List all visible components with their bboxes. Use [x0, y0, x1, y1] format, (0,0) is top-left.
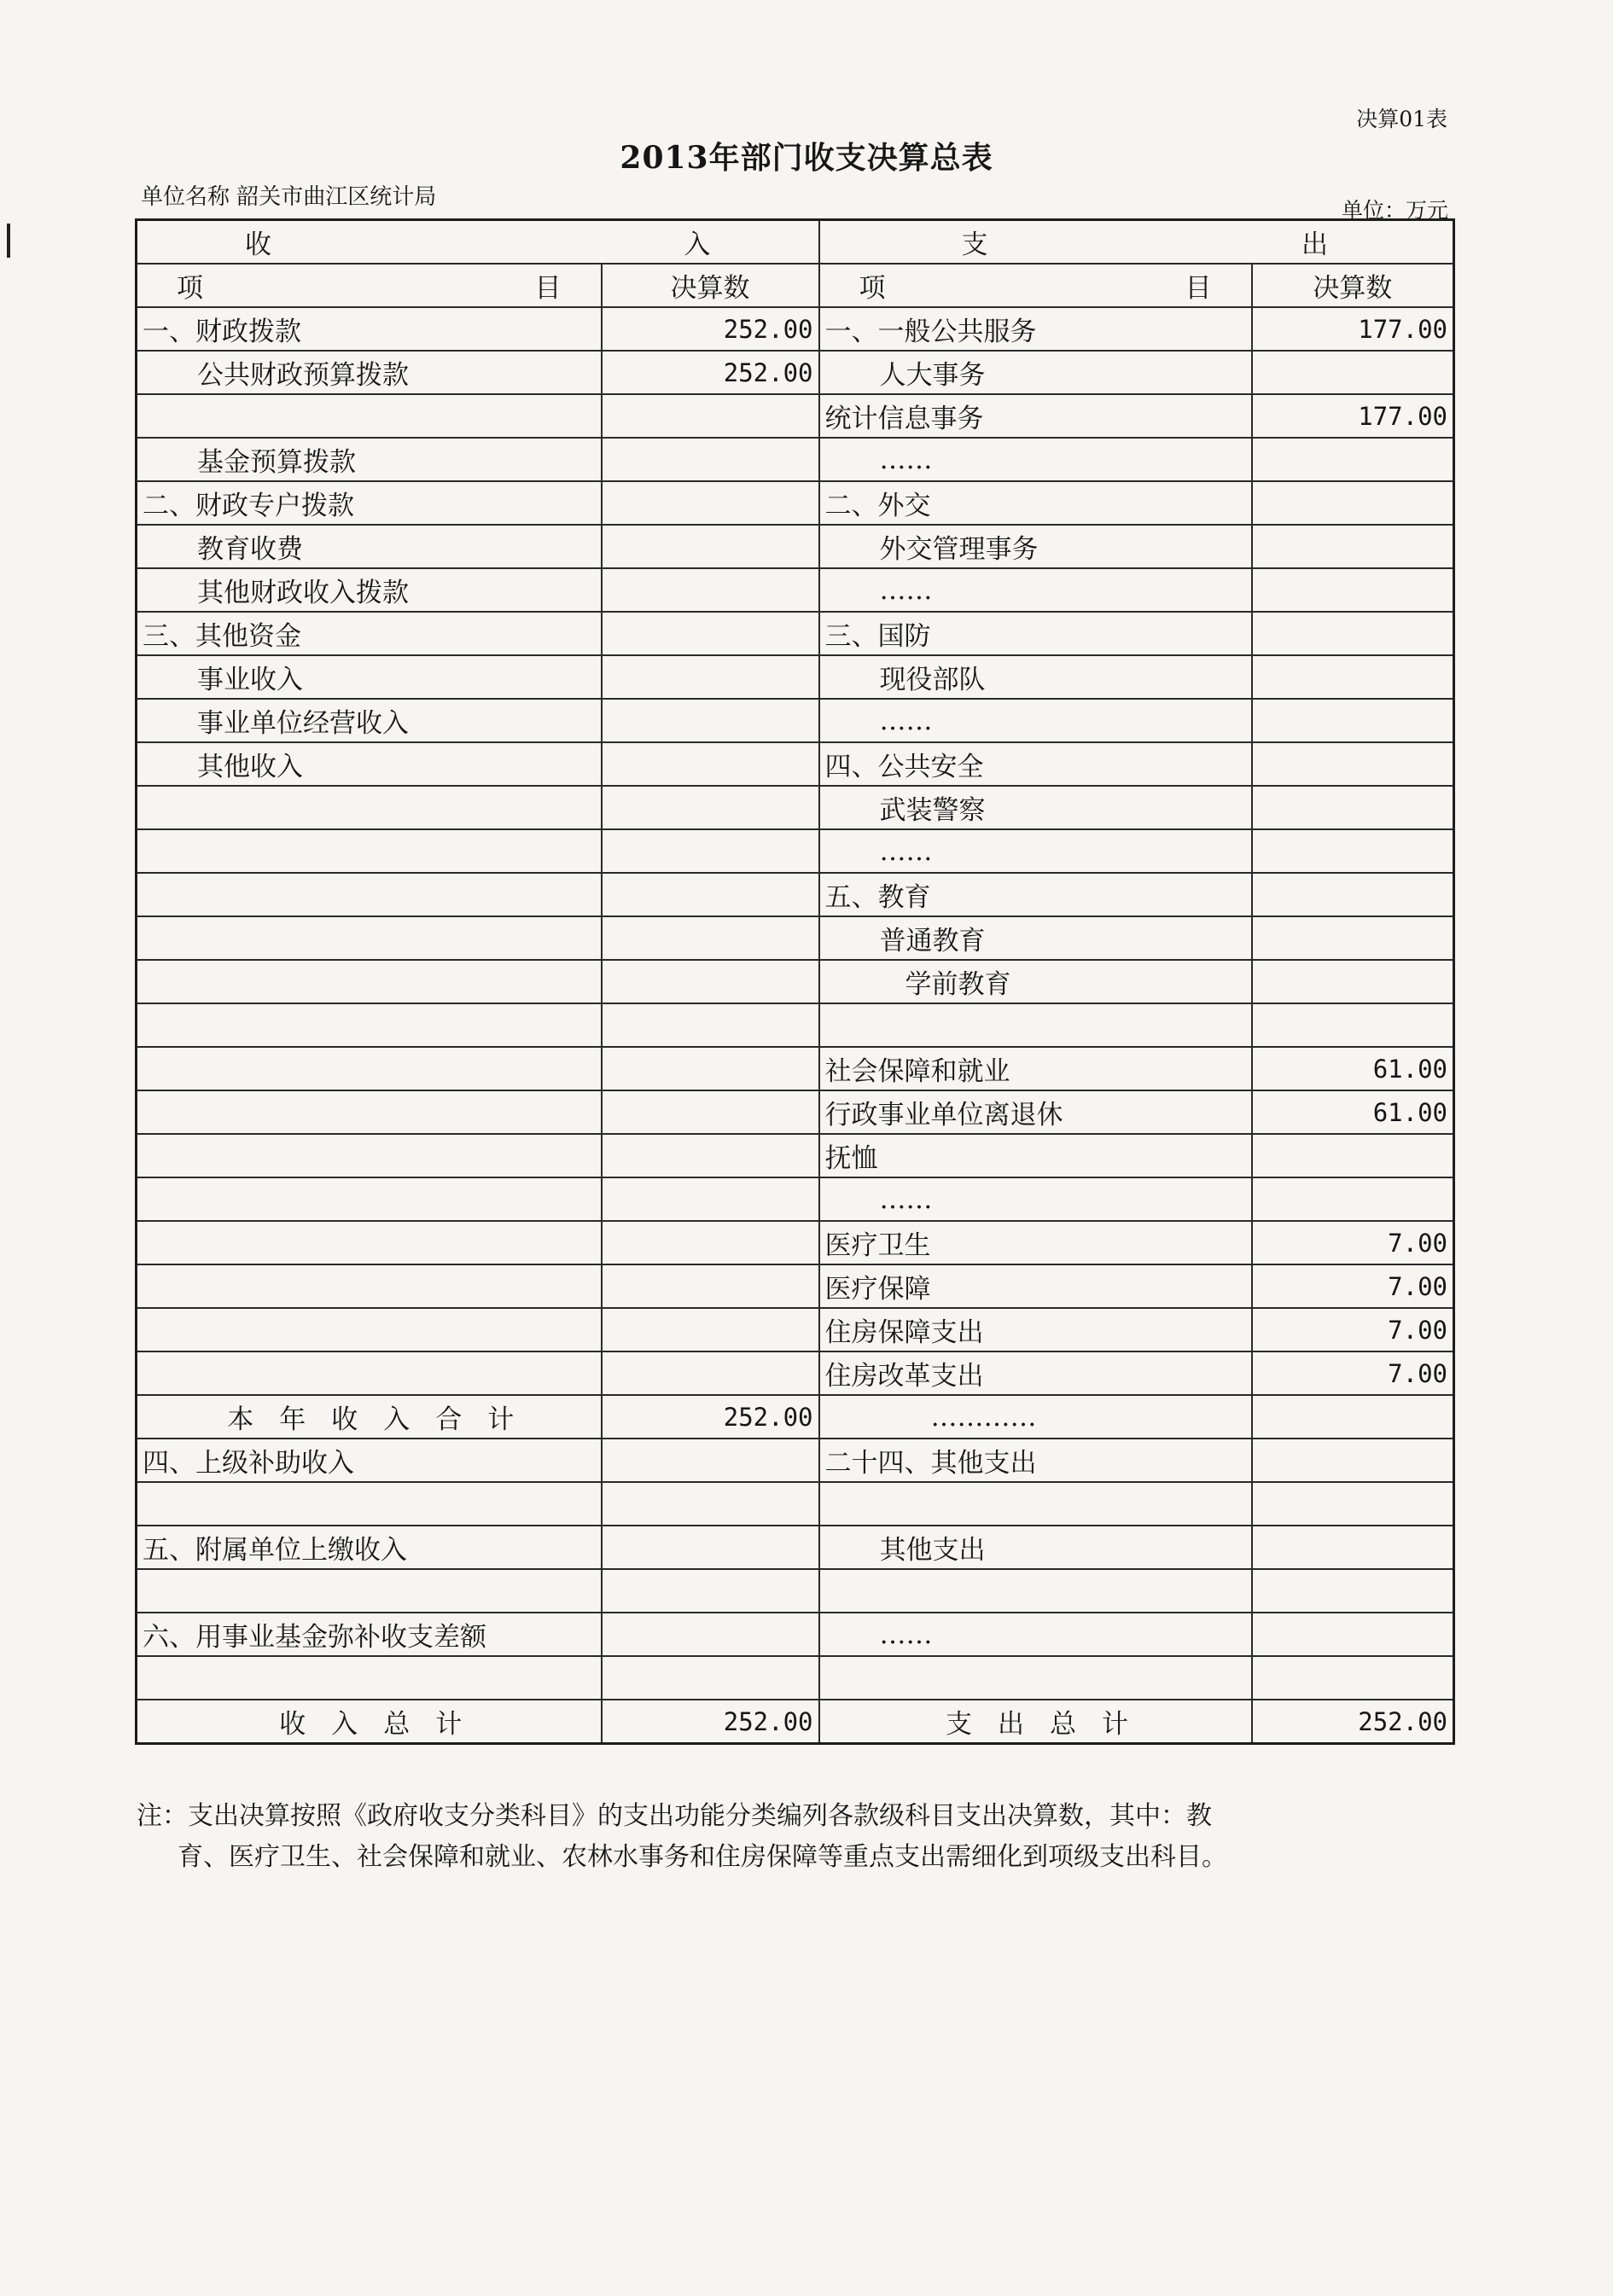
table-row	[137, 1134, 1454, 1177]
expenditure-amount-cell	[1252, 829, 1454, 873]
expenditure-item-header: 项	[859, 273, 886, 304]
income-amount-cell	[602, 1134, 819, 1177]
income-amount-cell	[602, 1221, 819, 1264]
expenditure-item-cell: 学前教育	[819, 960, 1252, 1003]
table-row	[137, 1090, 1454, 1134]
table-row	[137, 525, 1454, 568]
table-row	[137, 612, 1454, 655]
table-row	[137, 873, 1454, 916]
expenditure-amount-cell	[1252, 612, 1454, 655]
income-item-cell: 二、财政专户拨款	[137, 481, 602, 525]
expenditure-header-right: 出	[1301, 230, 1328, 260]
table-row	[137, 1003, 1454, 1047]
income-amount-cell	[602, 1090, 819, 1134]
table-row	[137, 655, 1454, 699]
table-row	[137, 394, 1454, 438]
expenditure-amount-cell	[1252, 1439, 1454, 1482]
expenditure-amount-cell	[1252, 568, 1454, 612]
income-item-header: 项	[177, 273, 203, 304]
income-amount-cell	[602, 742, 819, 786]
expenditure-amount-cell: 61.00	[1252, 1047, 1454, 1090]
expenditure-amount-cell	[1252, 1134, 1454, 1177]
expenditure-amount-cell: 7.00	[1252, 1308, 1454, 1351]
expenditure-amount-cell	[1252, 1003, 1454, 1047]
expenditure-item-cell: 医疗卫生	[819, 1221, 1252, 1264]
income-item-cell: 其他财政收入拨款	[137, 568, 602, 612]
expenditure-item-cell: ……	[819, 1613, 1252, 1656]
income-amount-cell	[602, 916, 819, 960]
expenditure-amount-cell: 252.00	[1252, 1700, 1454, 1744]
table-row	[137, 568, 1454, 612]
income-amount-cell	[602, 438, 819, 481]
expenditure-item-cell: 住房改革支出	[819, 1351, 1252, 1395]
unit-name: 单位名称 韶关市曲江区统计局	[141, 184, 437, 210]
expenditure-item-cell: 二十四、其他支出	[819, 1439, 1252, 1482]
income-item-cell: 事业单位经营收入	[137, 699, 602, 742]
expenditure-item-cell: ……	[819, 438, 1252, 481]
income-expenditure-table	[135, 218, 1455, 1745]
expenditure-item-cell: 外交管理事务	[819, 525, 1252, 568]
expenditure-item-cell	[819, 1656, 1252, 1700]
income-amount-cell	[602, 960, 819, 1003]
income-item-cell	[137, 1351, 602, 1395]
expenditure-item-cell: 五、教育	[819, 873, 1252, 916]
expenditure-item-cell: ……	[819, 699, 1252, 742]
income-amount-cell	[602, 873, 819, 916]
income-amount-cell	[602, 1177, 819, 1221]
income-item-cell	[137, 916, 602, 960]
expenditure-item-cell: 武装警察	[819, 786, 1252, 829]
expenditure-item-cell: ……	[819, 829, 1252, 873]
income-amount-cell	[602, 568, 819, 612]
income-amount-header: 决算数	[602, 264, 819, 307]
expenditure-item-cell: 现役部队	[819, 655, 1252, 699]
income-item-cell	[137, 1264, 602, 1308]
expenditure-item-cell: 统计信息事务	[819, 394, 1252, 438]
expenditure-item-cell: 住房保障支出	[819, 1308, 1252, 1351]
expenditure-item-cell: 二、外交	[819, 481, 1252, 525]
income-item-cell: 教育收费	[137, 525, 602, 568]
income-amount-cell	[602, 786, 819, 829]
table-row	[137, 438, 1454, 481]
table-row	[137, 916, 1454, 960]
income-amount-cell	[602, 1047, 819, 1090]
income-amount-cell	[602, 1482, 819, 1526]
income-item-cell	[137, 1569, 602, 1613]
table-row	[137, 1308, 1454, 1351]
income-item-cell	[137, 960, 602, 1003]
table-row	[137, 1221, 1454, 1264]
table-row	[137, 742, 1454, 786]
expenditure-amount-cell	[1252, 1569, 1454, 1613]
expenditure-item-cell: 普通教育	[819, 916, 1252, 960]
expenditure-amount-cell: 177.00	[1252, 307, 1454, 351]
expenditure-amount-cell: 177.00	[1252, 394, 1454, 438]
income-amount-cell	[602, 1613, 819, 1656]
expenditure-item-cell: 三、国防	[819, 612, 1252, 655]
income-amount-cell	[602, 1439, 819, 1482]
income-item-cell	[137, 873, 602, 916]
expenditure-amount-cell	[1252, 1482, 1454, 1526]
currency-unit: 单位：万元	[1341, 198, 1448, 223]
income-item-cell: 事业收入	[137, 655, 602, 699]
table-row	[137, 699, 1454, 742]
footnote	[137, 1796, 1468, 1878]
income-amount-cell: 252.00	[602, 1395, 819, 1439]
expenditure-item-cell: 社会保障和就业	[819, 1047, 1252, 1090]
income-item-cell	[137, 1482, 602, 1526]
income-amount-cell: 252.00	[602, 351, 819, 394]
expenditure-amount-cell	[1252, 1613, 1454, 1656]
table-row	[137, 1613, 1454, 1656]
income-amount-cell	[602, 1656, 819, 1700]
income-amount-cell	[602, 1526, 819, 1569]
expenditure-amount-cell: 61.00	[1252, 1090, 1454, 1134]
expenditure-item-header-right: 目	[1185, 273, 1212, 304]
header-row-1	[137, 220, 1454, 264]
expenditure-item-cell: 医疗保障	[819, 1264, 1252, 1308]
expenditure-amount-cell	[1252, 916, 1454, 960]
income-amount-cell	[602, 525, 819, 568]
income-amount-cell	[602, 1569, 819, 1613]
expenditure-item-cell	[819, 1482, 1252, 1526]
table-row	[137, 1351, 1454, 1395]
table-row	[137, 1177, 1454, 1221]
expenditure-amount-cell: 7.00	[1252, 1221, 1454, 1264]
expenditure-item-cell: 支出总计	[819, 1700, 1252, 1744]
expenditure-item-cell	[819, 1003, 1252, 1047]
income-amount-cell	[602, 829, 819, 873]
expenditure-amount-cell	[1252, 438, 1454, 481]
income-amount-cell	[602, 1003, 819, 1047]
expenditure-header: 支	[961, 230, 988, 260]
income-item-cell: 四、上级补助收入	[137, 1439, 602, 1482]
expenditure-item-cell: 其他支出	[819, 1526, 1252, 1569]
form-code: 决算01表	[1356, 107, 1447, 131]
income-item-cell: 收入总计	[137, 1700, 602, 1744]
income-amount-cell	[602, 1351, 819, 1395]
expenditure-item-cell	[819, 1569, 1252, 1613]
income-item-cell	[137, 1308, 602, 1351]
table-row	[137, 1439, 1454, 1482]
income-item-cell	[137, 1177, 602, 1221]
scan-edge-mark	[7, 224, 10, 258]
expenditure-amount-cell	[1252, 960, 1454, 1003]
expenditure-item-cell: 四、公共安全	[819, 742, 1252, 786]
income-header: 收	[245, 230, 271, 260]
income-item-cell: 六、用事业基金弥补收支差额	[137, 1613, 602, 1656]
income-amount-cell: 252.00	[602, 307, 819, 351]
table-row	[137, 1569, 1454, 1613]
income-item-cell: 三、其他资金	[137, 612, 602, 655]
table-row	[137, 960, 1454, 1003]
table-row	[137, 1047, 1454, 1090]
table-row	[137, 1264, 1454, 1308]
expenditure-item-cell: ……	[819, 1177, 1252, 1221]
income-item-cell	[137, 1221, 602, 1264]
expenditure-item-cell: 行政事业单位离退休	[819, 1090, 1252, 1134]
income-amount-cell: 252.00	[602, 1700, 819, 1744]
expenditure-amount-cell: 7.00	[1252, 1351, 1454, 1395]
footnote-line-1: 注：支出决算按照《政府收支分类科目》的支出功能分类编列各款级科目支出决算数，其中：教	[137, 1801, 1212, 1831]
income-item-cell: 公共财政预算拨款	[137, 351, 602, 394]
expenditure-amount-cell	[1252, 742, 1454, 786]
income-item-cell	[137, 829, 602, 873]
income-item-cell	[137, 1003, 602, 1047]
table-row	[137, 829, 1454, 873]
table-row	[137, 1700, 1454, 1744]
income-item-cell	[137, 394, 602, 438]
table-row	[137, 1656, 1454, 1700]
expenditure-amount-cell	[1252, 873, 1454, 916]
expenditure-amount-cell	[1252, 655, 1454, 699]
income-amount-cell	[602, 655, 819, 699]
expenditure-amount-cell	[1252, 1177, 1454, 1221]
table-row	[137, 1395, 1454, 1439]
income-amount-cell	[602, 394, 819, 438]
expenditure-amount-cell	[1252, 481, 1454, 525]
income-amount-cell	[602, 481, 819, 525]
footnote-line-2: 育、医疗卫生、社会保障和就业、农林水事务和住房保障等重点支出需细化到项级支出科目。	[178, 1842, 1227, 1872]
income-amount-cell	[602, 699, 819, 742]
income-item-cell	[137, 786, 602, 829]
income-item-cell	[137, 1134, 602, 1177]
table-row	[137, 1482, 1454, 1526]
table-row	[137, 481, 1454, 525]
income-amount-cell	[602, 1264, 819, 1308]
income-item-header-right: 目	[534, 273, 562, 304]
income-amount-cell	[602, 612, 819, 655]
expenditure-item-cell: ……	[819, 568, 1252, 612]
expenditure-amount-cell: 7.00	[1252, 1264, 1454, 1308]
income-item-cell	[137, 1047, 602, 1090]
table-row	[137, 351, 1454, 394]
table-row	[137, 307, 1454, 351]
income-item-cell	[137, 1090, 602, 1134]
income-item-cell	[137, 1656, 602, 1700]
income-item-cell: 其他收入	[137, 742, 602, 786]
expenditure-amount-cell	[1252, 351, 1454, 394]
expenditure-amount-cell	[1252, 1656, 1454, 1700]
expenditure-item-cell: …………	[819, 1395, 1252, 1439]
income-item-cell: 一、财政拨款	[137, 307, 602, 351]
expenditure-amount-cell	[1252, 699, 1454, 742]
expenditure-amount-cell	[1252, 525, 1454, 568]
expenditure-item-cell: 抚恤	[819, 1134, 1252, 1177]
expenditure-amount-cell	[1252, 1526, 1454, 1569]
expenditure-amount-header: 决算数	[1252, 264, 1454, 307]
expenditure-item-cell: 人大事务	[819, 351, 1252, 394]
header-row-2	[137, 264, 1454, 307]
income-item-cell: 基金预算拨款	[137, 438, 602, 481]
expenditure-amount-cell	[1252, 1395, 1454, 1439]
table-row	[137, 786, 1454, 829]
table-row	[137, 1526, 1454, 1569]
income-amount-cell	[602, 1308, 819, 1351]
income-header-right: 入	[684, 230, 711, 260]
expenditure-amount-cell	[1252, 786, 1454, 829]
page-title: 2013年部门收支决算总表	[620, 140, 993, 176]
income-item-cell: 本年收入合计	[137, 1395, 602, 1439]
income-item-cell: 五、附属单位上缴收入	[137, 1526, 602, 1569]
expenditure-item-cell: 一、一般公共服务	[819, 307, 1252, 351]
